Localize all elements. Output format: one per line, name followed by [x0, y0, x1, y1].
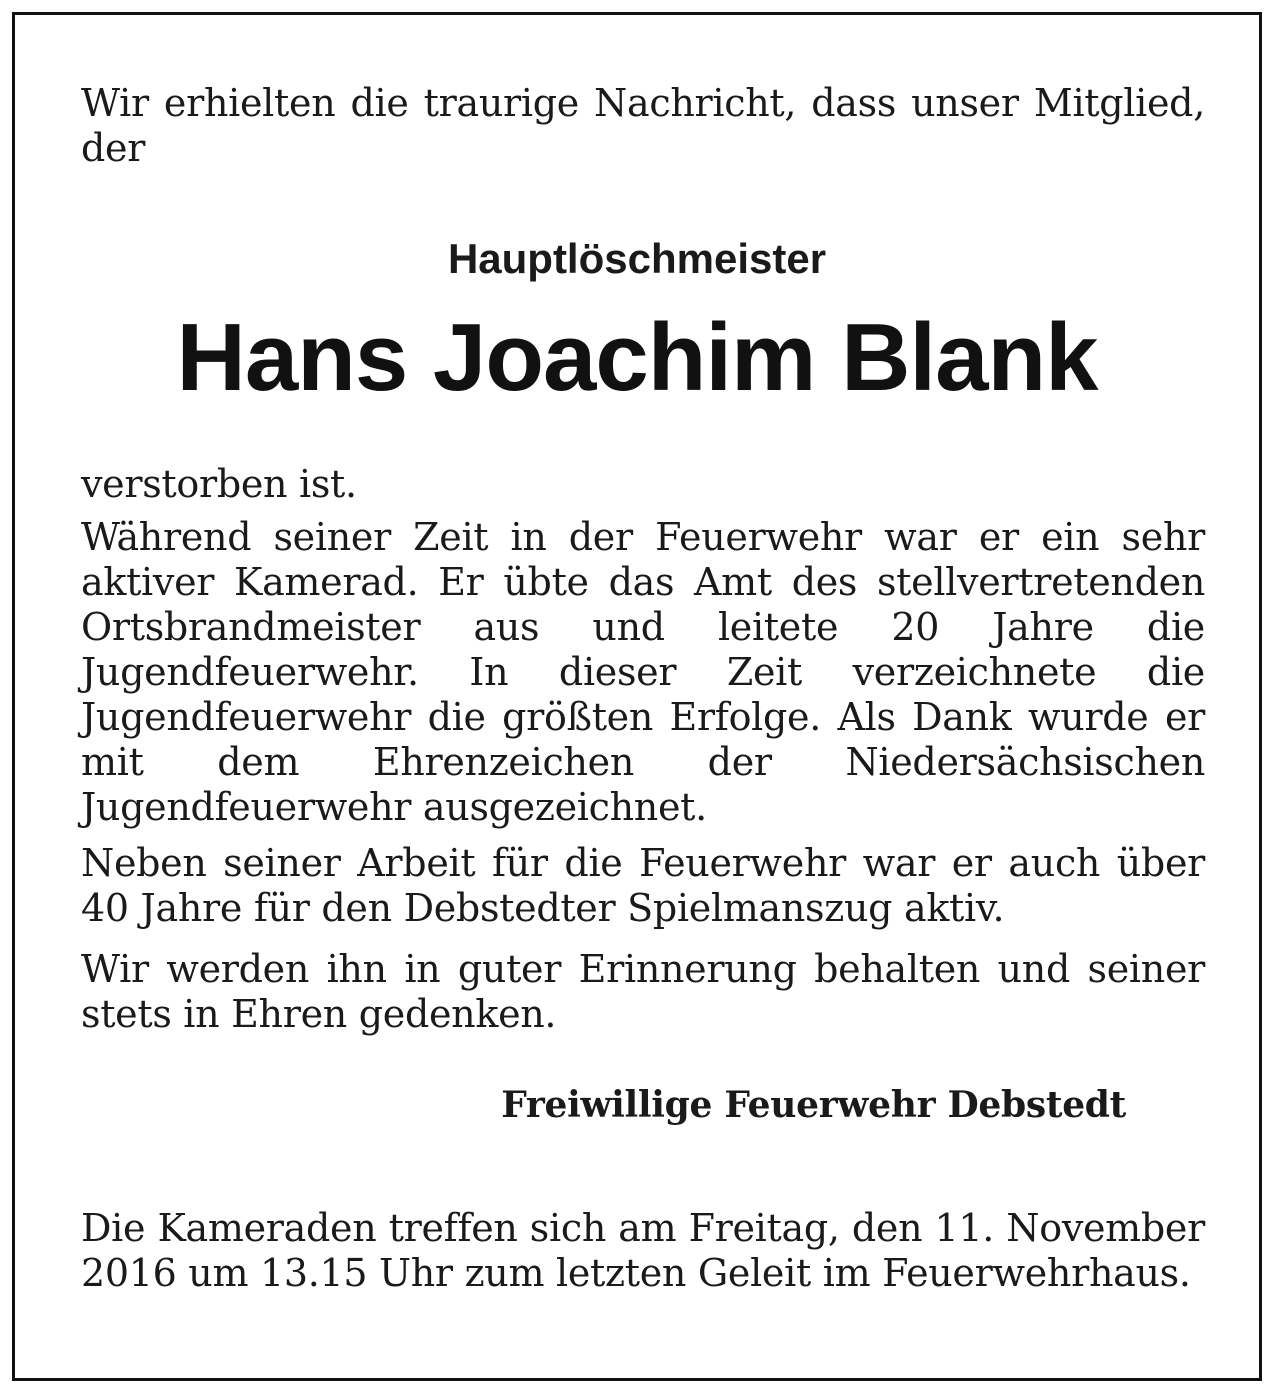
- remembrance-paragraph: Wir werden ihn in guter Erinnerung behalten und seiner stets in Ehren gedenken.: [81, 947, 1205, 1036]
- signature-organization: Freiwillige Feuerwehr Debstedt: [501, 1084, 1126, 1126]
- intro-text: Wir erhielten die traurige Nachricht, dass unser Mitglied, der: [81, 81, 1205, 170]
- biography-paragraph: Während seiner Zeit in der Feuerwehr war er ein sehr aktiver Kamerad. Er übte das Amt des stellvertretenden Ortsbrandmeister aus und leitete 20 Jahre die Jugendfeuerwehr. In dieser Zeit verzeichnete die Jugendfeuerwehr die größten Erfolge. Als Dank wurde er mit dem Ehrenzeichen der Niedersächsischen Jugendfeuerwehr ausgezeichnet.: [81, 515, 1205, 829]
- rank-title: Hauptlöschmeister: [447, 235, 827, 282]
- deceased-name: Hans Joachim Blank: [176, 304, 1098, 411]
- music-band-paragraph: Neben seiner Arbeit für die Feuerwehr war er auch über 40 Jahre für den Debstedter Spielmanszug aktiv.: [81, 841, 1205, 930]
- meeting-info: Die Kameraden treffen sich am Freitag, den 11. November 2016 um 13.15 Uhr zum letzten Geleit im Feuerwehrhaus.: [81, 1206, 1205, 1295]
- deceased-text: verstorben ist.: [81, 462, 357, 506]
- obituary-notice: [12, 12, 1262, 1381]
